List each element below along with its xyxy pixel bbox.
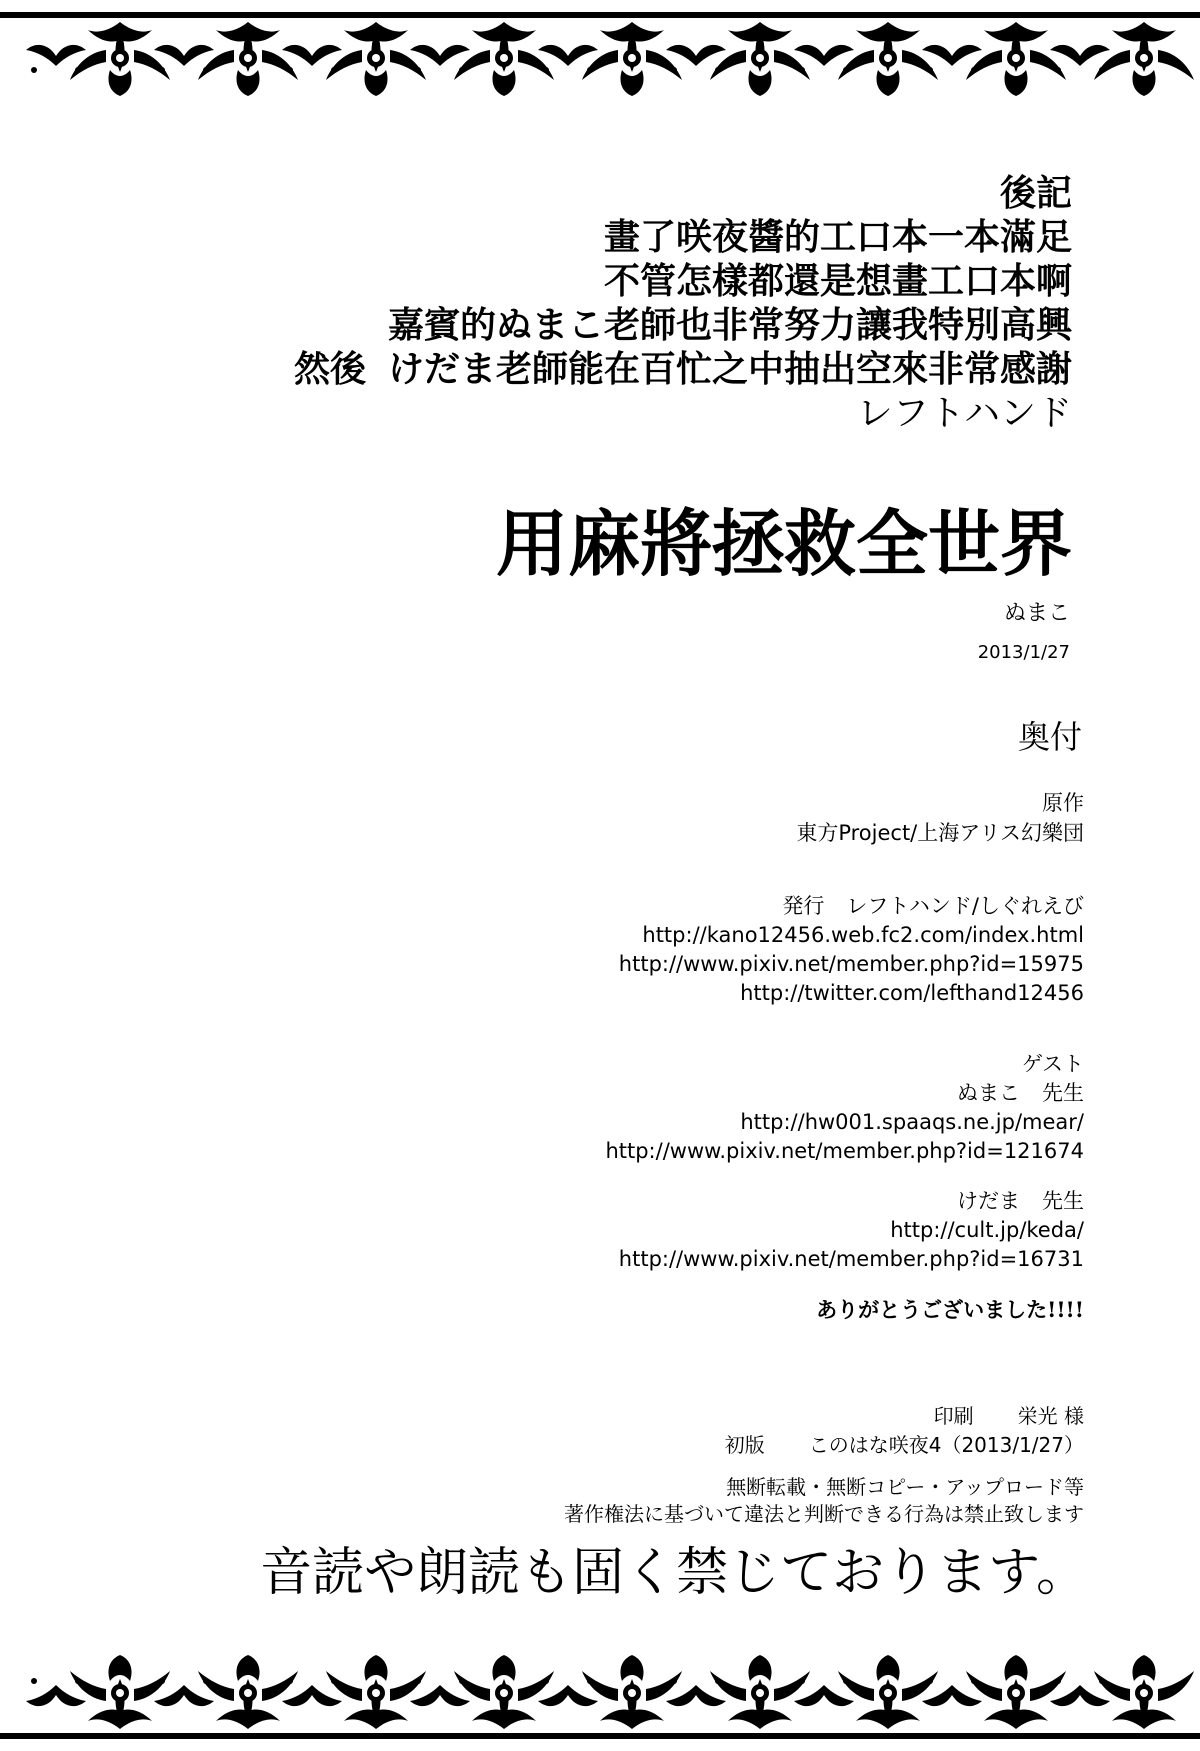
colophon-heading: 奥付 — [1017, 718, 1082, 756]
guest-1-name-line — [605, 1079, 1084, 1108]
original-label: 原作 — [1042, 791, 1084, 815]
guest-2-link-1[interactable]: http://cult.jp/keda/ — [890, 1218, 1084, 1242]
afterword-heading: 後記 — [999, 173, 1072, 214]
first-edition-line — [725, 1431, 1084, 1460]
original-value: 東方Project/上海アリス幻樂団 — [796, 821, 1084, 845]
publisher-value: レフトハンド/しぐれえび — [846, 894, 1084, 918]
guest-label: ゲスト — [1021, 1052, 1084, 1076]
print-label: 印刷 — [933, 1404, 974, 1428]
afterword-line-4-prefix: 然後 — [293, 349, 366, 390]
copyright-notice — [564, 1474, 1084, 1528]
afterword-line-2: 不管怎樣都還是想畫工口本啊 — [603, 261, 1072, 302]
publisher-label: 発行 — [782, 894, 825, 918]
bottom-rule — [0, 1733, 1200, 1739]
notice-line-2: 著作権法に基づいて違法と判断できる行為は禁止致します — [564, 1502, 1084, 1526]
guest-title: 用麻將拯救全世界 — [495, 502, 1072, 586]
guest-1-honorific: 先生 — [1042, 1081, 1084, 1105]
guest-2-name: けだま — [957, 1189, 1020, 1213]
guest-1-name: ぬまこ — [957, 1081, 1020, 1105]
afterword-signature: レフトハンド — [856, 393, 1072, 434]
publisher-link-1[interactable]: http://kano12456.web.fc2.com/index.html — [642, 923, 1084, 947]
guest-2-link-2[interactable]: http://www.pixiv.net/member.php?id=16731 — [618, 1247, 1084, 1271]
afterword-line-4-rest: けだま老師能在百忙之中抽出空來非常感謝 — [387, 349, 1072, 390]
publisher-line — [619, 892, 1084, 921]
guest-2-honorific: 先生 — [1042, 1189, 1084, 1213]
afterword-line-4 — [294, 348, 1072, 392]
publisher-link-3[interactable]: http://twitter.com/lefthand12456 — [740, 981, 1084, 1005]
guest-date: 2013/1/27 — [977, 642, 1070, 663]
guest-1-link-2[interactable]: http://www.pixiv.net/member.php?id=121674 — [605, 1139, 1084, 1163]
reading-prohibition: 音読や朗読も固く禁じております。 — [260, 1543, 1088, 1603]
first-edition-value: このはな咲夜4（2013/1/27） — [808, 1433, 1084, 1457]
first-edition-label: 初版 — [724, 1433, 765, 1457]
top-ornamental-border — [0, 0, 1200, 110]
notice-line-1: 無断転載・無断コピー・アップロード等 — [726, 1475, 1084, 1499]
afterword-line-1: 畫了咲夜醬的工口本一本滿足 — [603, 217, 1072, 258]
publisher — [619, 892, 1084, 1008]
original-work — [796, 788, 1084, 848]
publisher-link-2[interactable]: http://www.pixiv.net/member.php?id=15975 — [618, 952, 1084, 976]
print-line — [725, 1402, 1084, 1431]
thanks-text: ありがとうございました!!!! — [816, 1297, 1084, 1322]
guest-1-link-1[interactable]: http://hw001.spaaqs.ne.jp/mear/ — [740, 1110, 1084, 1134]
guest-2-name-line — [605, 1187, 1084, 1216]
printing-info — [725, 1402, 1084, 1460]
guest-author: ぬまこ — [1003, 601, 1070, 626]
afterword — [294, 172, 1072, 436]
guest-credits — [605, 1050, 1084, 1274]
print-value: 栄光 様 — [1017, 1404, 1084, 1428]
afterword-line-3: 嘉賓的ぬまこ老師也非常努力讓我特別高興 — [387, 305, 1072, 346]
